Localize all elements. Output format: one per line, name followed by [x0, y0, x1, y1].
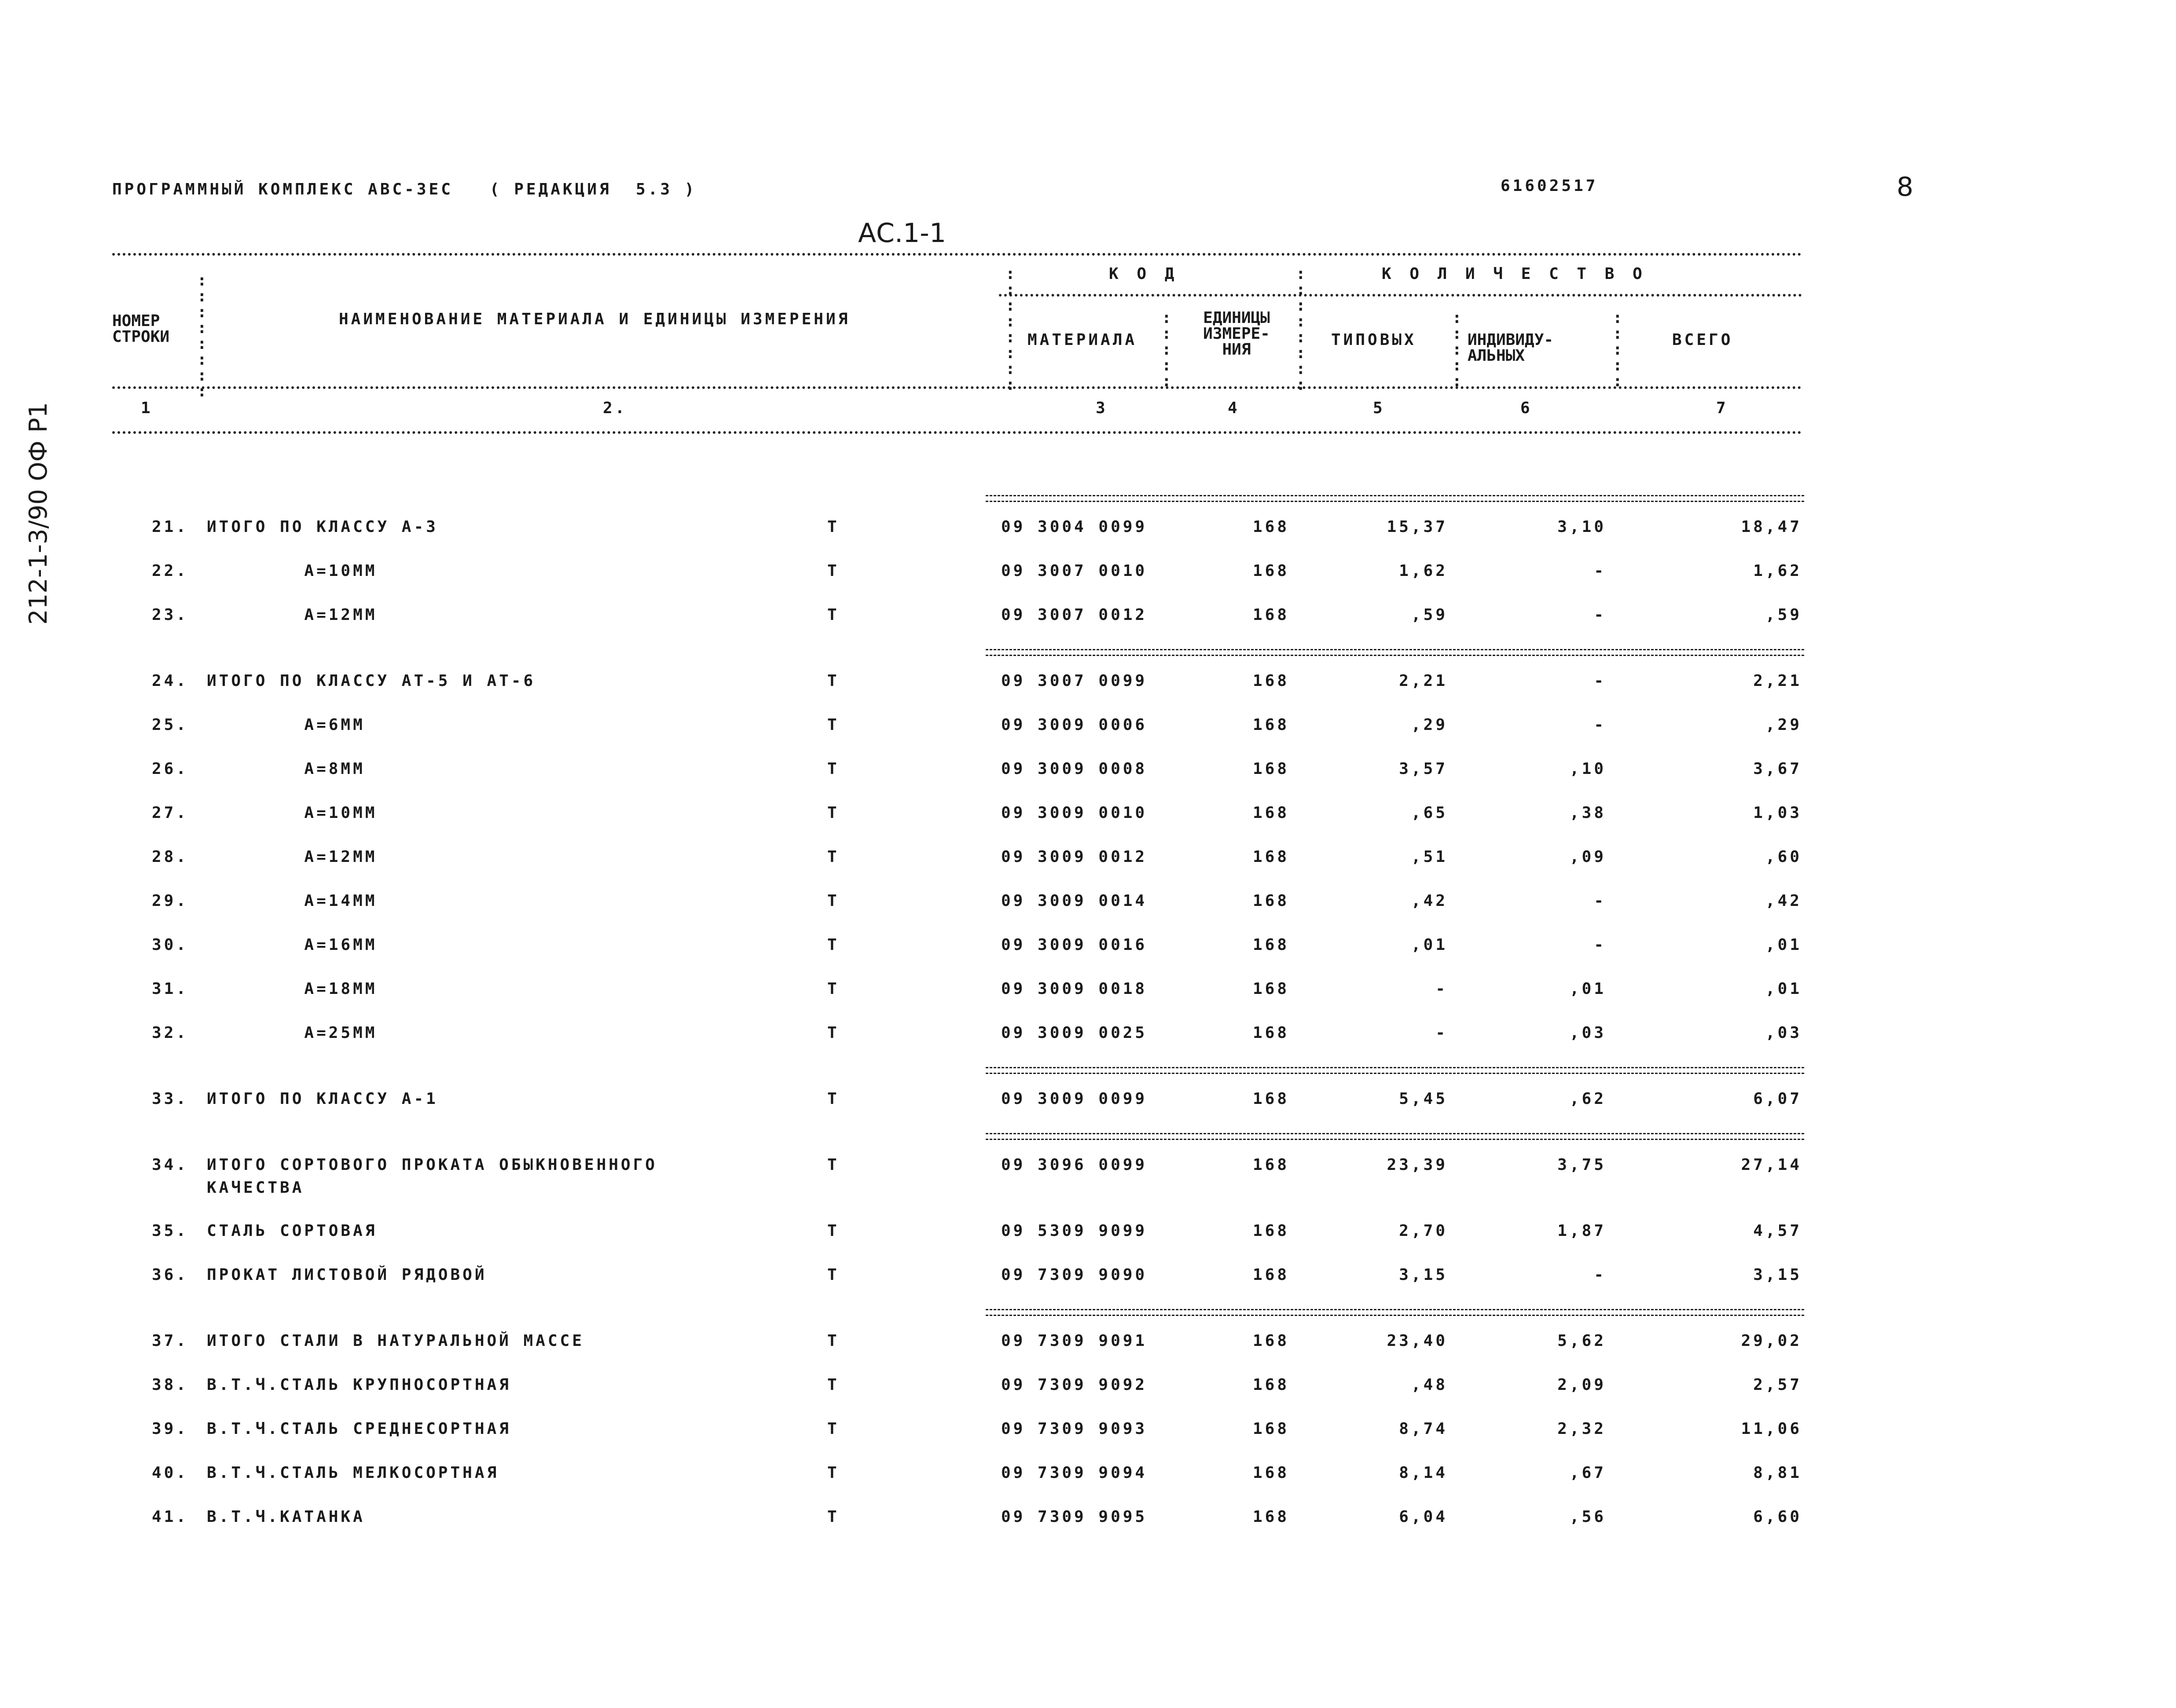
- row-individual: ,38: [1569, 804, 1606, 822]
- row-unit-code: 168: [1252, 1266, 1289, 1284]
- row-unit: Т: [827, 1376, 840, 1394]
- row-total: ,59: [1765, 606, 1802, 624]
- row-number: 37.: [152, 1332, 189, 1350]
- row-total: 2,57: [1753, 1376, 1802, 1394]
- row-unit-code: 168: [1252, 1156, 1289, 1174]
- col-num-6: 6: [1520, 399, 1533, 417]
- row-total: 6,07: [1753, 1090, 1802, 1108]
- row-name: ИТОГО ПО КЛАССУ А-1: [207, 1090, 438, 1108]
- col-num-2: 2.: [603, 399, 627, 417]
- row-name: А=12ММ: [207, 848, 378, 866]
- row-name: А=8ММ: [207, 760, 365, 778]
- row-name: А=25ММ: [207, 1024, 378, 1042]
- row-total: ,01: [1765, 980, 1802, 998]
- row-typical: 6,04: [1399, 1508, 1448, 1526]
- row-number: 26.: [152, 760, 189, 778]
- row-typical: 5,45: [1399, 1090, 1448, 1108]
- header-individual-line2: АЛЬНЫХ: [1468, 347, 1525, 365]
- row-individual: -: [1594, 606, 1606, 624]
- row-typical: 3,15: [1399, 1266, 1448, 1284]
- row-material-code: 09 3009 0008: [1001, 760, 1148, 778]
- row-individual: 2,32: [1557, 1420, 1606, 1438]
- row-individual: 3,10: [1557, 518, 1606, 536]
- row-typical: 1,62: [1399, 562, 1448, 580]
- col-num-3: 3: [1096, 399, 1108, 417]
- row-unit-code: 168: [1252, 606, 1289, 624]
- row-number: 35.: [152, 1222, 189, 1240]
- document-code: 61602517: [1501, 177, 1598, 195]
- row-unit-code: 168: [1252, 562, 1289, 580]
- row-material-code: 09 5309 9099: [1001, 1222, 1148, 1240]
- row-number: 30.: [152, 936, 189, 954]
- row-name: А=10ММ: [207, 562, 378, 580]
- row-unit-code: 168: [1252, 518, 1289, 536]
- row-unit: Т: [827, 1222, 840, 1240]
- row-individual: -: [1594, 892, 1606, 910]
- row-typical: ,01: [1411, 936, 1448, 954]
- sep-col-2: : : : : : : : :: [1005, 265, 1015, 394]
- row-material-code: 09 3007 0099: [1001, 672, 1148, 690]
- row-material-code: 09 3009 0010: [1001, 804, 1148, 822]
- row-unit-code: 168: [1252, 980, 1289, 998]
- row-typical: 15,37: [1387, 518, 1448, 536]
- row-number: 34.: [152, 1156, 189, 1174]
- side-stamp: 212-1-3/90 ОФ Р1: [24, 402, 53, 625]
- row-unit: Т: [827, 980, 840, 998]
- row-typical: ,29: [1411, 716, 1448, 734]
- row-material-code: 09 7309 9094: [1001, 1464, 1148, 1482]
- row-name: В.Т.Ч.СТАЛЬ СРЕДНЕСОРТНАЯ: [207, 1420, 511, 1438]
- row-total: 6,60: [1753, 1508, 1802, 1526]
- row-individual: ,03: [1569, 1024, 1606, 1042]
- row-material-code: 09 3004 0099: [1001, 518, 1148, 536]
- row-total: ,01: [1765, 936, 1802, 954]
- row-name: А=10ММ: [207, 804, 378, 822]
- row-name: В.Т.Ч.СТАЛЬ МЕЛКОСОРТНАЯ: [207, 1464, 499, 1482]
- row-separator: [986, 1133, 1804, 1140]
- sep-col-4: : : : : : : : :: [1296, 265, 1306, 394]
- row-typical: 8,74: [1399, 1420, 1448, 1438]
- header-individual: [1468, 332, 1553, 364]
- row-unit-code: 168: [1252, 716, 1289, 734]
- sep-col-1: : : : : : : : :: [197, 271, 207, 400]
- row-typical: 2,21: [1399, 672, 1448, 690]
- col-num-1: 1: [141, 399, 153, 417]
- row-typical: ,65: [1411, 804, 1448, 822]
- row-material-code: 09 7309 9091: [1001, 1332, 1148, 1350]
- row-unit: Т: [827, 606, 840, 624]
- row-individual: ,01: [1569, 980, 1606, 998]
- row-name: ИТОГО СТАЛИ В НАТУРАЛЬНОЙ МАССЕ: [207, 1332, 584, 1350]
- row-individual: -: [1594, 1266, 1606, 1284]
- handwritten-mark: АС.1-1: [858, 218, 947, 249]
- row-unit-code: 168: [1252, 1024, 1289, 1042]
- row-material-code: 09 3007 0012: [1001, 606, 1148, 624]
- row-individual: ,67: [1569, 1464, 1606, 1482]
- row-total: 3,15: [1753, 1266, 1802, 1284]
- row-typical: ,51: [1411, 848, 1448, 866]
- row-individual: 3,75: [1557, 1156, 1606, 1174]
- row-number: 41.: [152, 1508, 189, 1526]
- row-number: 36.: [152, 1266, 189, 1284]
- row-individual: 2,09: [1557, 1376, 1606, 1394]
- program-title: ПРОГРАММНЫЙ КОМПЛЕКС АВС-3ЕС ( РЕДАКЦИЯ 5.3 ): [112, 180, 697, 198]
- row-separator: [986, 649, 1804, 656]
- sep-col-5: : : : : :: [1452, 309, 1462, 390]
- row-unit: Т: [827, 1464, 840, 1482]
- row-number: 28.: [152, 848, 189, 866]
- row-typical: 3,57: [1399, 760, 1448, 778]
- row-material-code: 09 7309 9090: [1001, 1266, 1148, 1284]
- row-individual: -: [1594, 716, 1606, 734]
- row-number: 38.: [152, 1376, 189, 1394]
- row-name-continued: КАЧЕСТВА: [207, 1179, 305, 1197]
- row-unit: Т: [827, 804, 840, 822]
- row-total: 8,81: [1753, 1464, 1802, 1482]
- row-name: ИТОГО СОРТОВОГО ПРОКАТА ОБЫКНОВЕННОГО: [207, 1156, 657, 1174]
- row-unit: Т: [827, 562, 840, 580]
- row-unit-code: 168: [1252, 760, 1289, 778]
- row-typical: ,42: [1411, 892, 1448, 910]
- row-unit-code: 168: [1252, 1090, 1289, 1108]
- row-total: 27,14: [1741, 1156, 1802, 1174]
- col-num-7: 7: [1716, 399, 1728, 417]
- row-total: 1,03: [1753, 804, 1802, 822]
- header-unit-line2: ИЗМЕРЕ-: [1203, 325, 1270, 343]
- row-typical: -: [1435, 1024, 1448, 1042]
- row-unit: Т: [827, 936, 840, 954]
- row-material-code: 09 3009 0099: [1001, 1090, 1148, 1108]
- header-rule-top: [112, 253, 1802, 256]
- row-number: 33.: [152, 1090, 189, 1108]
- row-number: 32.: [152, 1024, 189, 1042]
- header-unit-line1: ЕДИНИЦЫ: [1203, 309, 1270, 327]
- row-total: ,42: [1765, 892, 1802, 910]
- row-total: 3,67: [1753, 760, 1802, 778]
- row-total: 4,57: [1753, 1222, 1802, 1240]
- row-total: 11,06: [1741, 1420, 1802, 1438]
- row-unit: Т: [827, 1508, 840, 1526]
- row-number: 24.: [152, 672, 189, 690]
- row-typical: 2,70: [1399, 1222, 1448, 1240]
- row-unit-code: 168: [1252, 1222, 1289, 1240]
- row-unit-code: 168: [1252, 936, 1289, 954]
- row-name: А=16ММ: [207, 936, 378, 954]
- row-unit-code: 168: [1252, 1376, 1289, 1394]
- row-unit-code: 168: [1252, 1420, 1289, 1438]
- row-typical: 23,39: [1387, 1156, 1448, 1174]
- row-number: 21.: [152, 518, 189, 536]
- row-separator: [986, 495, 1804, 502]
- header-unit-line3: НИЯ: [1222, 341, 1251, 359]
- column-number-rule: [112, 431, 1802, 434]
- row-unit: Т: [827, 1024, 840, 1042]
- row-unit: Т: [827, 1156, 840, 1174]
- row-typical: ,59: [1411, 606, 1448, 624]
- row-typical: 23,40: [1387, 1332, 1448, 1350]
- row-unit: Т: [827, 518, 840, 536]
- row-total: 29,02: [1741, 1332, 1802, 1350]
- row-material-code: 09 3009 0006: [1001, 716, 1148, 734]
- row-material-code: 09 3009 0016: [1001, 936, 1148, 954]
- row-name: ИТОГО ПО КЛАССУ А-3: [207, 518, 438, 536]
- row-name: ИТОГО ПО КЛАССУ АТ-5 И АТ-6: [207, 672, 536, 690]
- row-unit: Т: [827, 1332, 840, 1350]
- row-total: 2,21: [1753, 672, 1802, 690]
- row-material-code: 09 7309 9093: [1001, 1420, 1148, 1438]
- row-name: СТАЛЬ СОРТОВАЯ: [207, 1222, 378, 1240]
- header-kolichestvo: К О Л И Ч Е С Т В О: [1382, 265, 1647, 283]
- header-name: НАИМЕНОВАНИЕ МАТЕРИАЛА И ЕДИНИЦЫ ИЗМЕРЕНИЯ: [339, 310, 851, 328]
- row-unit: Т: [827, 1090, 840, 1108]
- row-unit: Т: [827, 672, 840, 690]
- row-number: 29.: [152, 892, 189, 910]
- row-typical: 8,14: [1399, 1464, 1448, 1482]
- row-unit-code: 168: [1252, 1464, 1289, 1482]
- header-material: МАТЕРИАЛА: [1027, 331, 1138, 349]
- row-individual: -: [1594, 936, 1606, 954]
- row-individual: ,09: [1569, 848, 1606, 866]
- row-unit-code: 168: [1252, 1508, 1289, 1526]
- row-individual: ,56: [1569, 1508, 1606, 1526]
- row-total: ,29: [1765, 716, 1802, 734]
- row-number: 40.: [152, 1464, 189, 1482]
- row-material-code: 09 3009 0012: [1001, 848, 1148, 866]
- row-name: А=12ММ: [207, 606, 378, 624]
- row-material-code: 09 3096 0099: [1001, 1156, 1148, 1174]
- header-row-num: [112, 313, 169, 345]
- row-unit: Т: [827, 892, 840, 910]
- row-name: А=18ММ: [207, 980, 378, 998]
- row-individual: -: [1594, 562, 1606, 580]
- row-material-code: 09 3009 0025: [1001, 1024, 1148, 1042]
- row-material-code: 09 7309 9092: [1001, 1376, 1148, 1394]
- sep-col-3: : : : : :: [1162, 309, 1171, 390]
- col-num-4: 4: [1228, 399, 1240, 417]
- row-number: 25.: [152, 716, 189, 734]
- row-individual: ,10: [1569, 760, 1606, 778]
- header-individual-line1: ИНДИВИДУ-: [1468, 331, 1554, 349]
- page-number: 8: [1897, 172, 1914, 202]
- row-material-code: 09 3009 0014: [1001, 892, 1148, 910]
- row-unit: Т: [827, 1420, 840, 1438]
- row-individual: 5,62: [1557, 1332, 1606, 1350]
- row-material-code: 09 3007 0010: [1001, 562, 1148, 580]
- header-kod: К О Д: [1109, 265, 1179, 283]
- row-separator: [986, 1067, 1804, 1074]
- header-rule-mid: [999, 294, 1802, 297]
- row-name: ПРОКАТ ЛИСТОВОЙ РЯДОВОЙ: [207, 1266, 487, 1284]
- row-typical: ,48: [1411, 1376, 1448, 1394]
- row-typical: -: [1435, 980, 1448, 998]
- row-name: В.Т.Ч.СТАЛЬ КРУПНОСОРТНАЯ: [207, 1376, 511, 1394]
- row-separator: [986, 1309, 1804, 1316]
- row-name: В.Т.Ч.КАТАНКА: [207, 1508, 365, 1526]
- row-number: 39.: [152, 1420, 189, 1438]
- sep-col-6: : : : : :: [1613, 309, 1622, 390]
- row-total: 1,62: [1753, 562, 1802, 580]
- col-num-5: 5: [1373, 399, 1385, 417]
- header-typical: ТИПОВЫХ: [1331, 331, 1416, 349]
- row-material-code: 09 3009 0018: [1001, 980, 1148, 998]
- row-material-code: 09 7309 9095: [1001, 1508, 1148, 1526]
- row-unit-code: 168: [1252, 848, 1289, 866]
- row-unit: Т: [827, 760, 840, 778]
- row-total: ,03: [1765, 1024, 1802, 1042]
- row-number: 27.: [152, 804, 189, 822]
- row-total: ,60: [1765, 848, 1802, 866]
- header-row-num-line1: НОМЕР: [112, 312, 160, 330]
- row-unit-code: 168: [1252, 1332, 1289, 1350]
- row-total: 18,47: [1741, 518, 1802, 536]
- row-unit: Т: [827, 848, 840, 866]
- row-individual: ,62: [1569, 1090, 1606, 1108]
- row-unit-code: 168: [1252, 672, 1289, 690]
- row-number: 31.: [152, 980, 189, 998]
- row-unit: Т: [827, 1266, 840, 1284]
- row-unit: Т: [827, 716, 840, 734]
- row-number: 23.: [152, 606, 189, 624]
- row-name: А=14ММ: [207, 892, 378, 910]
- row-unit-code: 168: [1252, 804, 1289, 822]
- header-row-num-line2: СТРОКИ: [112, 328, 170, 346]
- row-individual: -: [1594, 672, 1606, 690]
- row-number: 22.: [152, 562, 189, 580]
- header-total: ВСЕГО: [1672, 331, 1733, 349]
- header-unit: [1179, 310, 1294, 358]
- row-name: А=6ММ: [207, 716, 365, 734]
- row-unit-code: 168: [1252, 892, 1289, 910]
- header-rule-bottom: [112, 386, 1802, 389]
- row-individual: 1,87: [1557, 1222, 1606, 1240]
